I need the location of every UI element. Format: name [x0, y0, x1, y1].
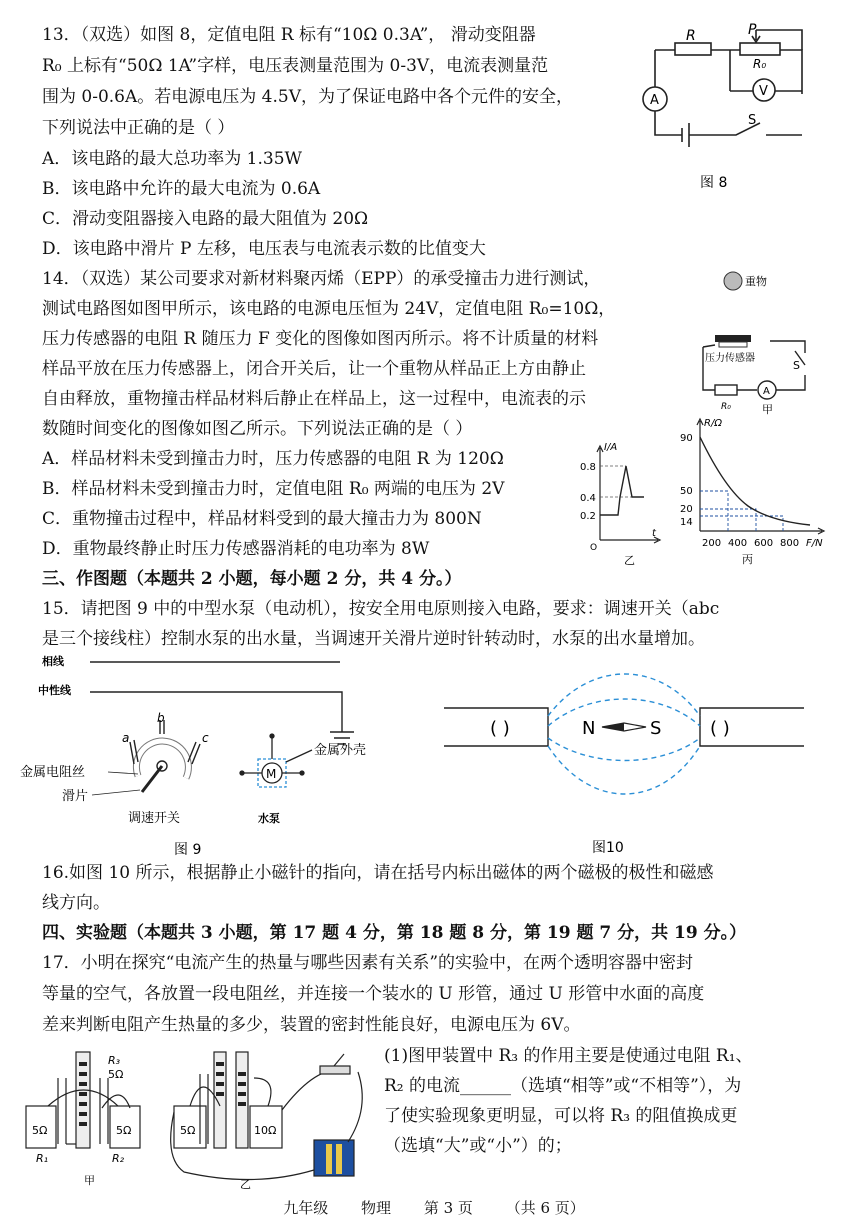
- q17-sub-line-4: （选填“大”或“小”）的；: [384, 1136, 572, 1156]
- section-3-heading: 三、作图题（本题共 2 小题，每小题 2 分，共 4 分。）: [42, 569, 462, 589]
- page-footer: [0, 1197, 868, 1218]
- fig17-r3-value: 5Ω: [108, 1068, 124, 1081]
- fig8-label-s: S: [748, 113, 757, 128]
- fig8-label-v: V: [759, 84, 768, 99]
- bing-ytick-50: 50: [680, 486, 693, 497]
- fig17-r1-label: R₁: [36, 1152, 49, 1165]
- q13-option-b: B．该电路中允许的最大电流为 0.6A: [42, 179, 321, 199]
- q14-stem-line-6: 数随时间变化的图像如图乙所示。下列说法正确的是（ ）: [42, 419, 473, 439]
- yi-ytick-04: 0.4: [580, 493, 596, 504]
- bing-xtick-600: 600: [754, 538, 774, 549]
- bing-caption: 丙: [742, 553, 753, 566]
- fig17-r2-label: R₂: [112, 1152, 125, 1165]
- figure-bing-graph: [670, 415, 830, 570]
- q13-stem-line-2: R₀ 上标有“50Ω 1A”字样，电压表测量范围为 0-3V，电流表测量范: [42, 56, 549, 76]
- q13-stem-line-3: 围为 0-0.6A。若电源电压为 4.5V，为了保证电路中各个元件的安全，: [42, 87, 573, 107]
- yi-ytick-08: 0.8: [580, 462, 596, 473]
- q15-stem-line-2: 是三个接线柱）控制水泵的出水量，当调速开关滑片逆时针转动时，水泵的出水量增加。: [42, 629, 705, 649]
- bing-ytick-14: 14: [680, 517, 693, 528]
- q14-option-b: B．样品材料未受到撞击力时，定值电阻 R₀ 两端的电压为 2V: [42, 479, 505, 499]
- fig9-live-label: 相线: [42, 655, 64, 668]
- figure-yi-graph: [572, 440, 664, 568]
- fig8-label-a: A: [650, 93, 659, 108]
- q17-sub-line-2: R₂ 的电流______（选填“相等”或“不相等”），为: [384, 1076, 742, 1096]
- bing-xlabel: F/N: [806, 538, 823, 549]
- q14-stem-line-1: 14．（双选）某公司要求对新材料聚丙烯（EPP）的承受撞击力进行测试，: [42, 269, 601, 289]
- footer-total: （共 6 页）: [505, 1199, 585, 1217]
- jia-sensor-label: 压力传感器: [705, 353, 755, 364]
- footer-grade: 九年级: [283, 1199, 329, 1217]
- yi-current-curve: [600, 466, 644, 515]
- yi-caption: 乙: [624, 554, 635, 567]
- q17-stem-line-2: 等量的空气，各放置一段电阻丝，并连接一个装水的 U 形管，通过 U 形管中水面的高度: [42, 984, 705, 1004]
- yi-ylabel: I/A: [604, 442, 618, 453]
- q14-stem-line-2: 测试电路图如图甲所示，该电路的电源电压恒为 24V，定值电阻 R₀=10Ω，: [42, 299, 616, 319]
- fig9-switch-label: 调速开关: [128, 811, 181, 826]
- fig17-r3-label: R₃: [108, 1054, 121, 1067]
- bing-ytick-20: 20: [680, 504, 693, 515]
- q14-stem-line-3: 压力传感器的电阻 R 随压力 F 变化的图像如图丙所示。将不计质量的材料: [42, 329, 599, 349]
- jia-weight-label: 重物: [745, 275, 767, 288]
- fig9-neutral-label: 中性线: [38, 684, 71, 697]
- q17-sub-line-1: (1)图甲装置中 R₃ 的作用主要是使通过电阻 R₁、: [384, 1046, 753, 1066]
- footer-page: 第 3 页: [423, 1199, 473, 1217]
- fig17-jia-r2-value: 5Ω: [116, 1124, 132, 1137]
- bing-xtick-400: 400: [728, 538, 748, 549]
- bing-resistance-curve: [700, 437, 810, 525]
- q13-option-d: D．该电路中滑片 P 左移，电压表与电流表示数的比值变大: [42, 239, 486, 259]
- jia-caption: 甲: [762, 403, 773, 416]
- fig17-yi-right-value: 10Ω: [254, 1124, 277, 1137]
- q14-stem-line-5: 自由释放，重物撞击样品材料后静止在样品上，这一过程中，电流表的示: [42, 389, 586, 409]
- speed-switch: [130, 720, 200, 792]
- fig9-m-label: M: [266, 767, 277, 781]
- fig10-caption: 图10: [592, 840, 624, 856]
- fig8-label-p: P: [748, 22, 757, 38]
- fig9-c-label: c: [202, 731, 209, 745]
- fig9-slider-label: 滑片: [62, 789, 89, 804]
- q15-stem-line-1: 15．请把图 9 中的中型水泵（电动机），按安全用电原则接入电路，要求：调速开关（abc: [42, 599, 720, 619]
- q14-option-d: D．重物最终静止时压力传感器消耗的电功率为 8W: [42, 539, 430, 559]
- q14-stem-line-4: 样品平放在压力传感器上，闭合开关后，让一个重物从样品正上方由静止: [42, 359, 586, 379]
- q16-stem-line-1: 16.如图 10 所示，根据静止小磁针的指向，请在括号内标出磁体的两个磁极的极性和磁感: [42, 863, 714, 883]
- bing-xtick-200: 200: [702, 538, 722, 549]
- jia-a-label: A: [763, 386, 770, 397]
- fig17-jia-caption: 甲: [84, 1174, 95, 1187]
- jia-s-label: S: [793, 359, 800, 372]
- q17-stem-line-1: 17．小明在探究“电流产生的热量与哪些因素有关系”的实验中，在两个透明容器中密封: [42, 953, 694, 973]
- q17-sub-line-3: 了使实验现象更明显，可以将 R₃ 的阻值换成更: [384, 1106, 738, 1126]
- fig9-wire-label: 金属电阻丝: [20, 765, 86, 780]
- section-4-heading: 四、实验题（本题共 3 小题，第 17 题 4 分，第 18 题 8 分，第 19 题 7 分，共 19 分。）: [42, 923, 747, 943]
- fig17-yi-caption: 乙: [240, 1178, 251, 1191]
- yi-t-label: t: [652, 528, 656, 539]
- bing-xtick-800: 800: [780, 538, 800, 549]
- q13-stem-line-4: 下列说法中正确的是（ ）: [42, 118, 235, 138]
- fig8-label-r: R: [686, 28, 696, 44]
- fig9-b-label: b: [157, 711, 165, 725]
- figure-jia-circuit: [695, 265, 825, 420]
- q13-option-a: A．该电路的最大总功率为 1.35W: [42, 149, 303, 169]
- fig9-a-label: a: [122, 731, 130, 745]
- figure-9-pump-circuit: [20, 650, 380, 865]
- q14-option-c: C．重物撞击过程中，样品材料受到的最大撞击力为 800N: [42, 509, 482, 529]
- q13-stem-line-1: 13．（双选）如图 8，定值电阻 R 标有“10Ω 0.3A”， 滑动变阻器: [42, 25, 536, 45]
- q14-option-a: A．样品材料未受到撞击力时，压力传感器的电阻 R 为 120Ω: [42, 449, 504, 469]
- fig9-pump-label: 水泵: [258, 812, 280, 825]
- fig10-s-label: S: [650, 718, 662, 739]
- fig10-left-pole: ( ): [490, 718, 510, 739]
- fig9-shell-label: 金属外壳: [314, 743, 367, 758]
- q13-option-c: C．滑动变阻器接入电路的最大阻值为 20Ω: [42, 209, 369, 229]
- fig17-jia-r1-value: 5Ω: [32, 1124, 48, 1137]
- bing-ylabel: R/Ω: [704, 418, 722, 429]
- footer-subject: 物理: [361, 1199, 392, 1217]
- fig17-yi-left-value: 5Ω: [180, 1124, 196, 1137]
- q17-stem-line-3: 差来判断电阻产生热量的多少，装置的密封性能良好，电源电压为 6V。: [42, 1015, 581, 1035]
- fig9-caption: 图 9: [174, 842, 202, 858]
- figure-8-circuit: [640, 20, 820, 195]
- fig10-right-pole: ( ): [710, 718, 730, 739]
- figure-17-apparatus: [14, 1048, 384, 1196]
- fig8-caption: 图 8: [700, 175, 728, 191]
- yi-ytick-02: 0.2: [580, 511, 596, 522]
- q16-stem-line-2: 线方向。: [42, 893, 110, 913]
- fig10-n-label: N: [582, 718, 596, 739]
- jia-r0-label: R₀: [721, 402, 731, 412]
- bing-ytick-90: 90: [680, 433, 693, 444]
- yi-o-label: O: [590, 543, 598, 553]
- fig8-label-r0: R₀: [753, 57, 767, 71]
- figure-10-magnets: [440, 670, 810, 860]
